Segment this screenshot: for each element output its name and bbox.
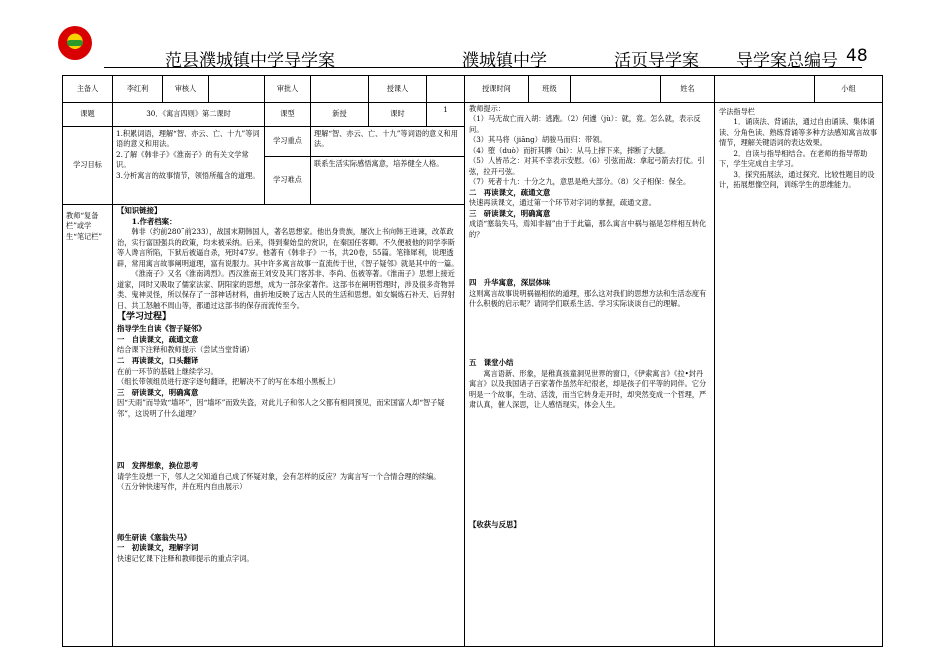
label-difficulty: 学习难点	[265, 157, 311, 205]
label-group: 小组	[815, 76, 883, 103]
header-title: 范县濮城镇中学导学案	[165, 51, 335, 71]
hints-section-2-title: 二 再读课文，疏通文意	[469, 187, 551, 197]
label-key: 学习重点	[265, 127, 311, 157]
header-type: 活页导学案	[614, 51, 699, 71]
label-reviewer: 审核人	[163, 76, 209, 103]
goals-list	[113, 127, 265, 205]
step4-text: 请学生设想一下，邻人之父知道自己成了怀疑对象，会有怎样的反应？为寓言写一个合情合理的续编。	[117, 471, 441, 481]
period-value: 1	[427, 103, 465, 127]
step1-title: 一 自读课文，疏通文意	[117, 334, 199, 344]
hint-item: （1）马无故亡而入胡：逃跑。（2）何遽（jù）：就，竟。怎么就，表示反问。	[469, 114, 701, 134]
header-school: 濮城镇中学	[462, 51, 547, 71]
label-lecturer: 授课人	[369, 76, 427, 103]
harvest-title: 【收获与反思】	[469, 520, 521, 530]
step3-text: 因“天雨”而导致“墙坏”，因“墙坏”而致失盗，对此儿子和邻人之父都有相同预见，而宋国富人却“智子疑邻”，这说明了什么道理？	[117, 398, 445, 418]
lecturer-value	[427, 76, 465, 103]
hints-section-2-text: 快速再读课文，通过第一个环节对字词的掌握，疏通文意。	[469, 198, 656, 208]
label-class: 班级	[529, 76, 571, 103]
approver-value	[311, 76, 369, 103]
process-title: 【学习过程】	[117, 311, 172, 322]
key-points: 理解“智、亦云、亡、十九”等词语的意义和用法。	[311, 127, 465, 157]
hints-section-5-title: 五 课堂小结	[469, 357, 514, 367]
hints-section-4-title: 四 升华寓意，深层体味	[469, 278, 551, 288]
method-guide	[715, 103, 883, 647]
teacher-hints	[465, 103, 715, 647]
step1-text: 结合课下注释和教师提示（尝试当堂背诵）	[117, 345, 254, 355]
step2-text: 在前一环节的基础上继续学习。	[117, 366, 218, 376]
step4-title: 四 发挥想象，换位思考	[117, 461, 199, 471]
class-value[interactable]	[571, 76, 661, 103]
label-goals: 学习目标	[63, 127, 113, 205]
type-value: 新授	[311, 103, 369, 127]
hints-title: 教师提示：	[469, 104, 505, 113]
reviewer-value	[209, 76, 265, 103]
guide-item: 2．自读与指导相结合。在老师的指导帮助下，学生完成自主学习。	[719, 148, 868, 169]
hint-item: （5）人皆吊之：对其不幸表示安慰。（6）引弦而战：拿起弓箭去打仗。引弦，拉开弓弦。	[469, 156, 705, 176]
goal-item: 3.分析寓言的故事情节，领悟所蕴含的道理。	[116, 170, 260, 180]
school-logo	[58, 26, 92, 60]
header-number-label: 导学案总编号	[736, 51, 838, 71]
difficulty-points: 联系生活实际感悟寓意，培养健全人格。	[311, 157, 465, 205]
part2-title: 师生研读《塞翁失马》	[117, 532, 191, 542]
guide-item: 3．探究拓展法，通过探究、比较性题目的设计，拓展想像空间，训练学生的思维能力。	[719, 169, 875, 190]
topic-value: 30．《寓言四则》第二课时	[113, 103, 265, 127]
goal-item: 2.了解《韩非子》《淮南子》的有关文学常识。	[116, 149, 249, 170]
part2-step1-title: 一 初读课文，理解字词	[117, 543, 199, 553]
guide-item: 1．诵读法、背诵法，通过自由诵读、集体诵读、分角色读、熟练背诵等多种方法感知寓言故事情节，理解关键语词的表达效果。	[719, 117, 878, 148]
label-time: 授课时间	[465, 76, 529, 103]
notes-column-label: 教师“复备栏”或学生“笔记栏”	[63, 205, 113, 647]
author-title: 1.作者档案：	[131, 216, 177, 226]
hint-item: （3）其马将（jiāng）胡骏马而归：带领。	[469, 135, 607, 145]
lesson-sheet	[62, 75, 883, 647]
header-number: 48	[846, 46, 868, 66]
part2-step1-text: 快速记忆课下注释和教师提示的重点字词。	[117, 554, 254, 564]
study-content	[113, 205, 465, 647]
knowledge-title: 【知识链接】	[117, 206, 162, 215]
part1-title: 指导学生自读《智子疑邻》	[117, 324, 206, 334]
step4-note: （五分钟快速写作，并在班内自由展示）	[117, 482, 247, 492]
hints-section-3-title: 三 研读课文，明确寓意	[469, 208, 551, 218]
hint-item: （4）堕（duò）而折其髀（bì）：从马上摔下来，摔断了大腿。	[469, 145, 671, 155]
huainanzi-paragraph: 《淮南子》又名《淮南鸿烈》。西汉淮南王刘安及其门客苏非、李尚、伍被等著。《淮南子》思想上接近道家，同时又吸取了儒家法家、阴阳家的思想，成为一部杂家著作。这部书在阐明哲理时，涉及很多奇物异类、鬼神灵怪，所以保存了一部神话材料，曲折地反映了远古人民的生活和思想。如女娲炼石补天、后羿射日、共工怒触不周山等，都通过这部书的保存而流传至今。	[117, 269, 455, 310]
hints-section-5-text: 寓言语新、形象，是稚真孩童洞见世界的窗口，《伊索寓言》《拉•封丹寓言》以及我国诸子百家著作虽然年纪很老，却是孩子们平等的同伴。它分明是一个故事，生动、活泼，而当它转身走开时，却突然变成一个哲理，严肃认真，催人深思，让人感悟现实，体会人生。	[469, 368, 707, 409]
step2-title: 二 再读课文，口头翻译	[117, 355, 199, 365]
name-value[interactable]	[715, 76, 815, 103]
goal-item: 1.积累词语，理解“智、亦云、亡、十九”等词语的意义和用法。	[116, 129, 260, 149]
step2-note: （组长带领组员进行逐字逐句翻译，把解决不了的写在本组小黑板上）	[117, 377, 340, 387]
label-preparer: 主备人	[63, 76, 113, 103]
preparer-value: 李红利	[113, 76, 163, 103]
header-underline	[104, 67, 862, 68]
hints-section-3-text: 成语“塞翁失马，焉知非福”由于于此篇，那么寓言中祸与福是怎样相互转化的？	[469, 219, 707, 239]
label-period: 课时	[369, 103, 427, 127]
hint-item: （7）死者十九：十分之九，意思是绝大部分。（8）父子相保：保全。	[469, 177, 691, 187]
label-type: 课型	[265, 103, 311, 127]
author-paragraph: 韩非（约前280˜前233），战国末期韩国人，著名思想家。他出身贵族，屡次上书向韩王进谏，改革政治，实行富国强兵的政策，均未被采纳。后来，得到秦始皇的赏识，在秦国任客卿。不久便被他的同学李斯等人谗言所陷，下狱后被逼自杀，死时47岁。他著有《韩非子》一书，共20卷，55篇。笔锋犀利，说理透辟，常用寓言故事阐明道理，富有说服力。其中许多寓言故事一直流传于世，《智子疑邻》就是其中的一篇。	[117, 227, 459, 268]
label-approver: 审批人	[265, 76, 311, 103]
label-name: 姓名	[661, 76, 715, 103]
step3-title: 三 研读课文，明确寓意	[117, 387, 199, 397]
hints-section-4-text: 这则寓言故事说明祸福相依的道理，那么这对我们的思想方法和生活态度有什么积极的启示呢？请同学们联系生活、学习实际谈谈自己的理解。	[469, 289, 707, 309]
guide-title: 学法指导栏	[719, 107, 755, 116]
label-topic: 课题	[63, 103, 113, 127]
